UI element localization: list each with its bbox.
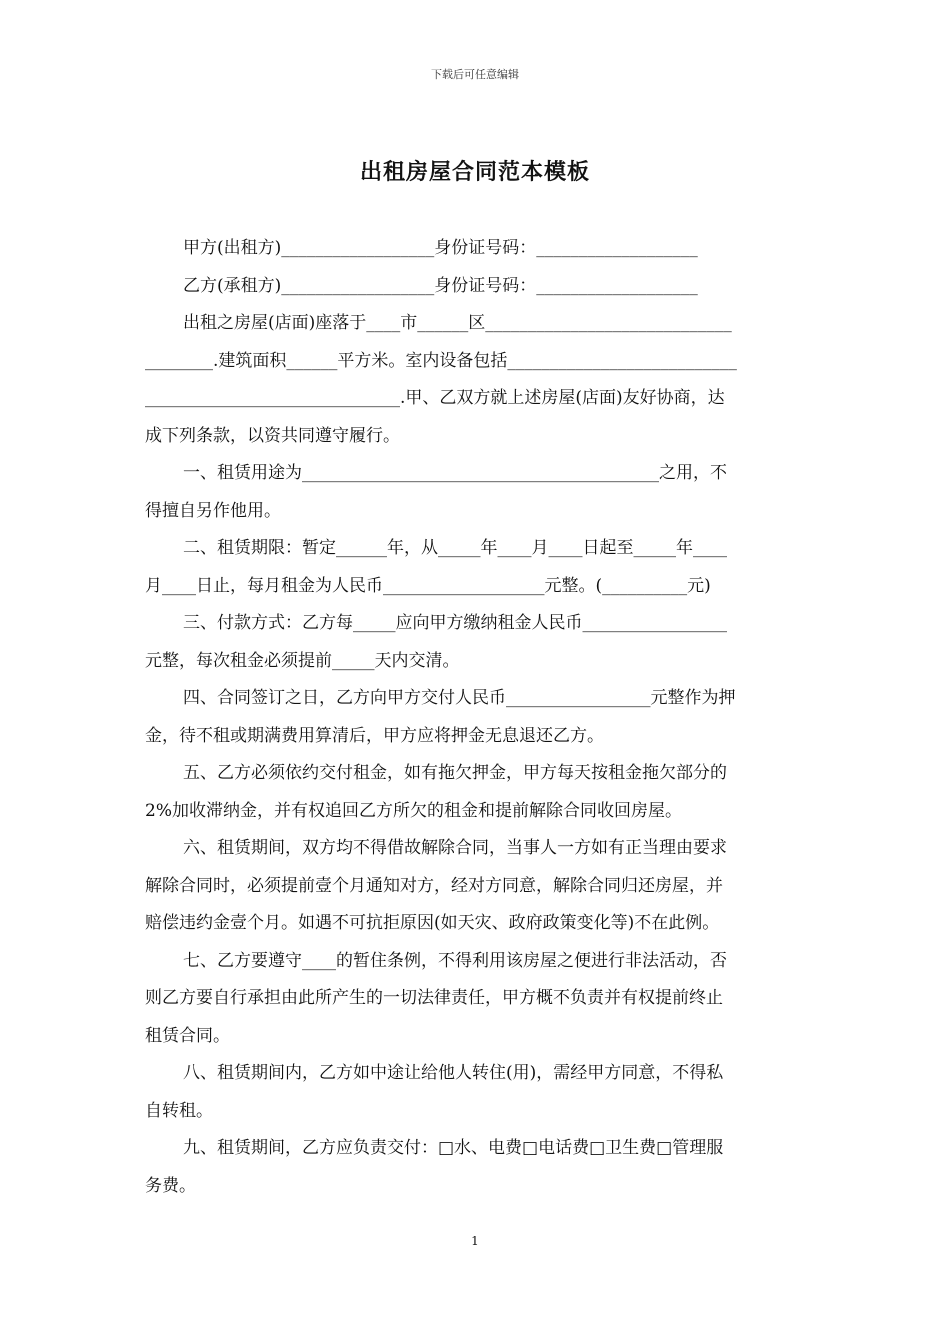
- contract-line: 乙方(承租方)__________________身份证号码：___________________: [183, 275, 698, 296]
- contract-line: 一、租赁用途为__________________________________________之用，不: [183, 463, 727, 483]
- contract-line: 出租之房屋(店面)座落于____市______区_____________________________: [183, 313, 732, 333]
- document-title: 出租房屋合同范本模板: [359, 159, 590, 185]
- contract-line: 八、租赁期间内，乙方如中途让给他人转住(用)，需经甲方同意，不得私: [183, 1063, 724, 1083]
- page-number: 1: [471, 1234, 479, 1248]
- contract-line: 租赁合同。: [145, 1025, 230, 1046]
- contract-line: 七、乙方要遵守____的暂住条例，不得利用该房屋之便进行非法活动，否: [183, 950, 727, 971]
- contract-line: 元整，每次租金必须提前_____天内交清。: [145, 650, 460, 671]
- contract-line: ________.建筑面积______平方米。室内设备包括___________________________: [145, 350, 737, 371]
- contract-line: 自转租。: [145, 1100, 213, 1121]
- contract-line: 月____日止，每月租金为人民币___________________元整。(__________元): [145, 575, 711, 596]
- contract-line: 则乙方要自行承担由此所产生的一切法律责任，甲方概不负责并有权提前终止: [145, 988, 723, 1008]
- contract-line: 五、乙方必须依约交付租金，如有拖欠押金，甲方每天按租金拖欠部分的: [183, 763, 727, 783]
- contract-line: 四、合同签订之日，乙方向甲方交付人民币_________________元整作为押: [183, 688, 736, 708]
- contract-line: 成下列条款，以资共同遵守履行。: [145, 425, 400, 446]
- contract-line: 赔偿违约金壹个月。如遇不可抗拒原因(如天灾、政府政策变化等)不在此例。: [145, 913, 720, 933]
- page-header-note: 下载后可任意编辑: [431, 68, 519, 81]
- contract-line: 甲方(出租方)__________________身份证号码：___________________: [183, 238, 698, 258]
- contract-line: 三、付款方式：乙方每_____应向甲方缴纳租金人民币_________________: [183, 613, 727, 633]
- contract-line: 六、租赁期间，双方均不得借故解除合同，当事人一方如有正当理由要求: [183, 838, 727, 858]
- contract-line: 务费。: [145, 1175, 196, 1196]
- contract-line: 得擅自另作他用。: [145, 500, 281, 521]
- contract-line: 解除合同时，必须提前壹个月通知对方，经对方同意，解除合同归还房屋，并: [145, 875, 723, 896]
- contract-line: 九、租赁期间，乙方应负责交付：□水、电费□电话费□卫生费□管理服: [183, 1138, 724, 1158]
- contract-line: ______________________________.甲、乙双方就上述房屋(店面)友好协商，达: [145, 388, 725, 408]
- contract-line: 二、租赁期限：暂定______年，从_____年____月____日起至_____年____: [183, 538, 727, 558]
- contract-line: 金，待不租或期满费用算清后，甲方应将押金无息退还乙方。: [145, 725, 604, 746]
- contract-line: 2%加收滞纳金，并有权追回乙方所欠的租金和提前解除合同收回房屋。: [145, 800, 682, 821]
- contract-body: [145, 230, 807, 1205]
